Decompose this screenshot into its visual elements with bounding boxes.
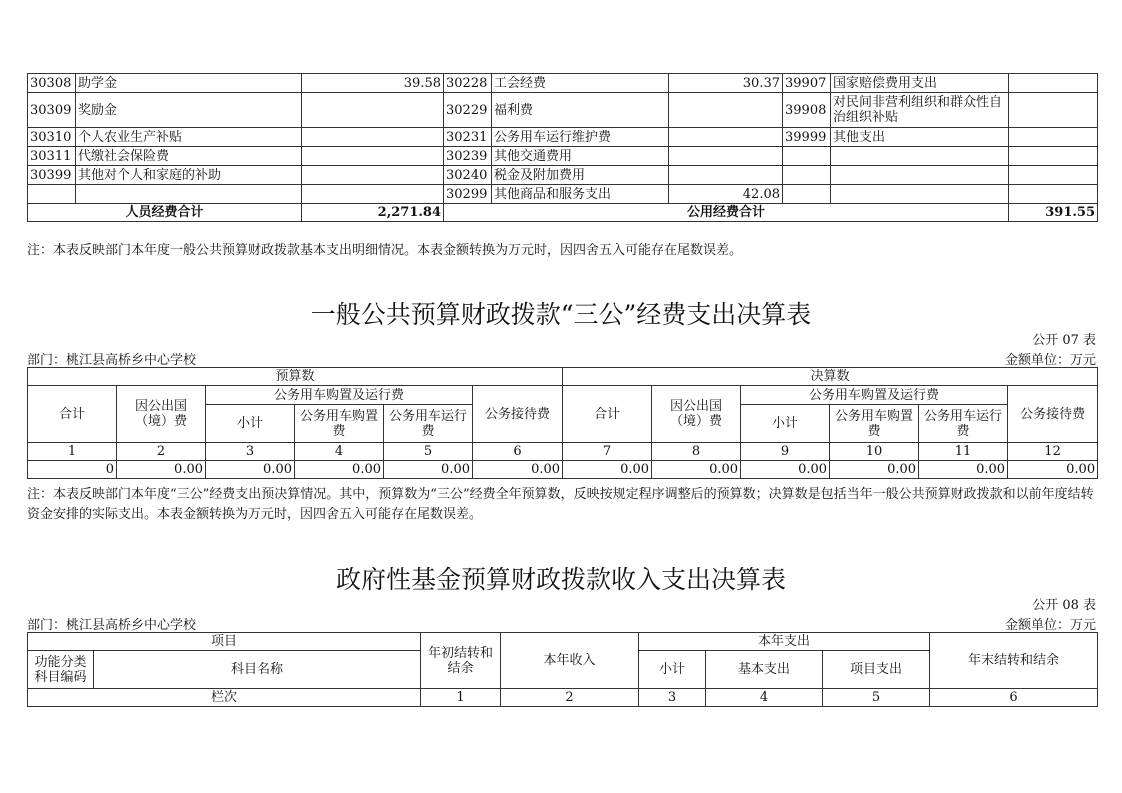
table-cell: 其他支出 [831,128,1009,147]
column-number: 9 [741,443,830,461]
table-cell: 30309 [28,93,76,128]
table-cell [302,185,444,204]
table-cell: 30308 [28,74,76,93]
budget-abroad-header: 因公出国（境）费 [117,386,206,443]
table-cell [28,185,76,204]
personnel-total-value: 2,271.84 [302,204,444,222]
final-header: 决算数 [563,368,1098,386]
table-row [28,185,1098,204]
amount-cell: 0.00 [384,461,473,479]
basic-expense-table [27,73,1098,222]
table-cell [669,93,783,128]
column-number: 11 [919,443,1008,461]
unit-label-07: 金额单位：万元 [1004,353,1096,368]
table-cell [669,166,783,185]
table-cell: 国家赔偿费用支出 [831,74,1009,93]
table-no-07: 公开 07 表 [1032,333,1096,348]
dept-label-07: 部门：桃江县高桥乡中心学校 [27,353,197,368]
project-expense-header: 项目支出 [823,651,930,689]
table-cell [669,128,783,147]
final-total-header: 合计 [563,386,652,443]
table-cell: 对民间非营利组织和群众性自治组织补贴 [831,93,1009,128]
table-cell: 个人农业生产补贴 [76,128,302,147]
personnel-total-label: 人员经费合计 [28,204,302,222]
table-cell [1009,74,1098,93]
budget-reception-header: 公务接待费 [473,386,563,443]
column-number: 7 [563,443,652,461]
table-row [28,128,1098,147]
column-number: 3 [639,689,706,707]
amount-cell: 0.00 [563,461,652,479]
table-cell: 30228 [444,74,492,93]
amount-cell: 0.00 [919,461,1008,479]
budget-vehicle-operation-header: 公务用车运行费 [384,405,473,443]
amount-cell: 0.00 [295,461,384,479]
table-cell [783,166,831,185]
table-cell [302,128,444,147]
table-cell: 代缴社会保险费 [76,147,302,166]
table-cell: 30.37 [669,74,783,93]
table-cell: 公务用车运行维护费 [492,128,669,147]
table-cell: 奖励金 [76,93,302,128]
final-subtotal-header: 小计 [741,405,830,443]
table-row [28,93,1098,128]
basic-expense-header: 基本支出 [706,651,823,689]
table-cell [1009,166,1098,185]
amount-cell: 0.00 [741,461,830,479]
table-cell: 助学金 [76,74,302,93]
column-number: 5 [384,443,473,461]
amount-cell: 0.00 [652,461,741,479]
column-number: 4 [706,689,823,707]
column-number: 12 [1008,443,1098,461]
table-cell: 39999 [783,128,831,147]
table-cell: 42.08 [669,185,783,204]
amount-cell: 0 [28,461,117,479]
amount-cell: 0.00 [1008,461,1098,479]
dept-label-08: 部门：桃江县高桥乡中心学校 [27,618,197,633]
table-cell [831,185,1009,204]
table-cell [1009,185,1098,204]
table-no-08: 公开 08 表 [1032,598,1096,613]
table-cell: 30229 [444,93,492,128]
column-number: 5 [823,689,930,707]
table-cell: 30310 [28,128,76,147]
budget-header: 预算数 [28,368,563,386]
table-cell: 30311 [28,147,76,166]
table-cell [76,185,302,204]
table-cell: 工会经费 [492,74,669,93]
public-total-value: 391.55 [1009,204,1098,222]
subject-name-header: 科目名称 [94,651,421,689]
carry-in-header: 年初结转和结余 [421,633,501,689]
final-vehicle-purchase-header: 公务用车购置费 [830,405,919,443]
table-cell: 税金及附加费用 [492,166,669,185]
final-reception-header: 公务接待费 [1008,386,1098,443]
final-vehicle-operation-header: 公务用车运行费 [919,405,1008,443]
table-row [28,166,1098,185]
final-abroad-header: 因公出国（境）费 [652,386,741,443]
table-cell: 福利费 [492,93,669,128]
table-cell [1009,128,1098,147]
func-code-header: 功能分类科目编码 [28,651,94,689]
table-cell: 其他交通费用 [492,147,669,166]
table-cell [831,166,1009,185]
column-number: 10 [830,443,919,461]
table-cell: 30240 [444,166,492,185]
final-vehicle-header: 公务用车购置及运行费 [741,386,1008,405]
budget-subtotal-header: 小计 [206,405,295,443]
column-number: 6 [930,689,1098,707]
table-cell: 30399 [28,166,76,185]
column-number: 3 [206,443,295,461]
gov-fund-table [27,632,1098,707]
column-number: 2 [117,443,206,461]
table-cell [783,147,831,166]
amount-cell: 0.00 [473,461,563,479]
table-cell [302,147,444,166]
carry-out-header: 年末结转和结余 [930,633,1098,689]
budget-total-header: 合计 [28,386,117,443]
table-row [28,74,1098,93]
table-cell [669,147,783,166]
three-public-table [27,367,1098,479]
table-cell: 其他商品和服务支出 [492,185,669,204]
expense-subtotal-header: 小计 [639,651,706,689]
amount-cell: 0.00 [830,461,919,479]
table-cell: 39907 [783,74,831,93]
value-row [28,461,1098,479]
column-number: 6 [473,443,563,461]
table-cell [1009,147,1098,166]
column-number-row [28,443,1098,461]
column-number: 1 [421,689,501,707]
table-row [28,147,1098,166]
table-cell [1009,93,1098,128]
table-cell: 39908 [783,93,831,128]
column-number-row [28,689,1098,707]
table-cell: 30299 [444,185,492,204]
item-header: 项目 [28,633,421,651]
gov-fund-title: 政府性基金预算财政拨款收入支出决算表 [335,565,786,594]
table-cell [783,185,831,204]
table-cell [302,93,444,128]
column-number: 8 [652,443,741,461]
table-cell: 30231 [444,128,492,147]
column-number: 1 [28,443,117,461]
public-total-label: 公用经费合计 [444,204,1009,222]
table-cell: 其他对个人和家庭的补助 [76,166,302,185]
unit-label-08: 金额单位：万元 [1004,618,1096,633]
table-cell [831,147,1009,166]
note-three-public: 注：本表反映部门本年度“三公”经费支出预决算情况。其中，预算数为“三公”经费全年预算数，反映按规定程序调整后的预算数；决算数是包括当年一般公共预算财政拨款和以前年度结转资金安排的实际支出。本表金额转换为万元时，因四舍五入可能存在尾数误差。 [27,487,1094,522]
table-cell: 30239 [444,147,492,166]
budget-vehicle-header: 公务用车购置及运行费 [206,386,473,405]
column-number: 2 [501,689,639,707]
row-label: 栏次 [28,689,421,707]
three-public-title: 一般公共预算财政拨款“三公”经费支出决算表 [310,300,812,329]
note-basic-expense: 注：本表反映部门本年度一般公共预算财政拨款基本支出明细情况。本表金额转换为万元时，因四舍五入可能存在尾数误差。 [27,243,743,258]
budget-vehicle-purchase-header: 公务用车购置费 [295,405,384,443]
amount-cell: 0.00 [117,461,206,479]
amount-cell: 0.00 [206,461,295,479]
income-header: 本年收入 [501,633,639,689]
table-cell [302,166,444,185]
column-number: 4 [295,443,384,461]
expense-header: 本年支出 [639,633,930,651]
table-cell: 39.58 [302,74,444,93]
